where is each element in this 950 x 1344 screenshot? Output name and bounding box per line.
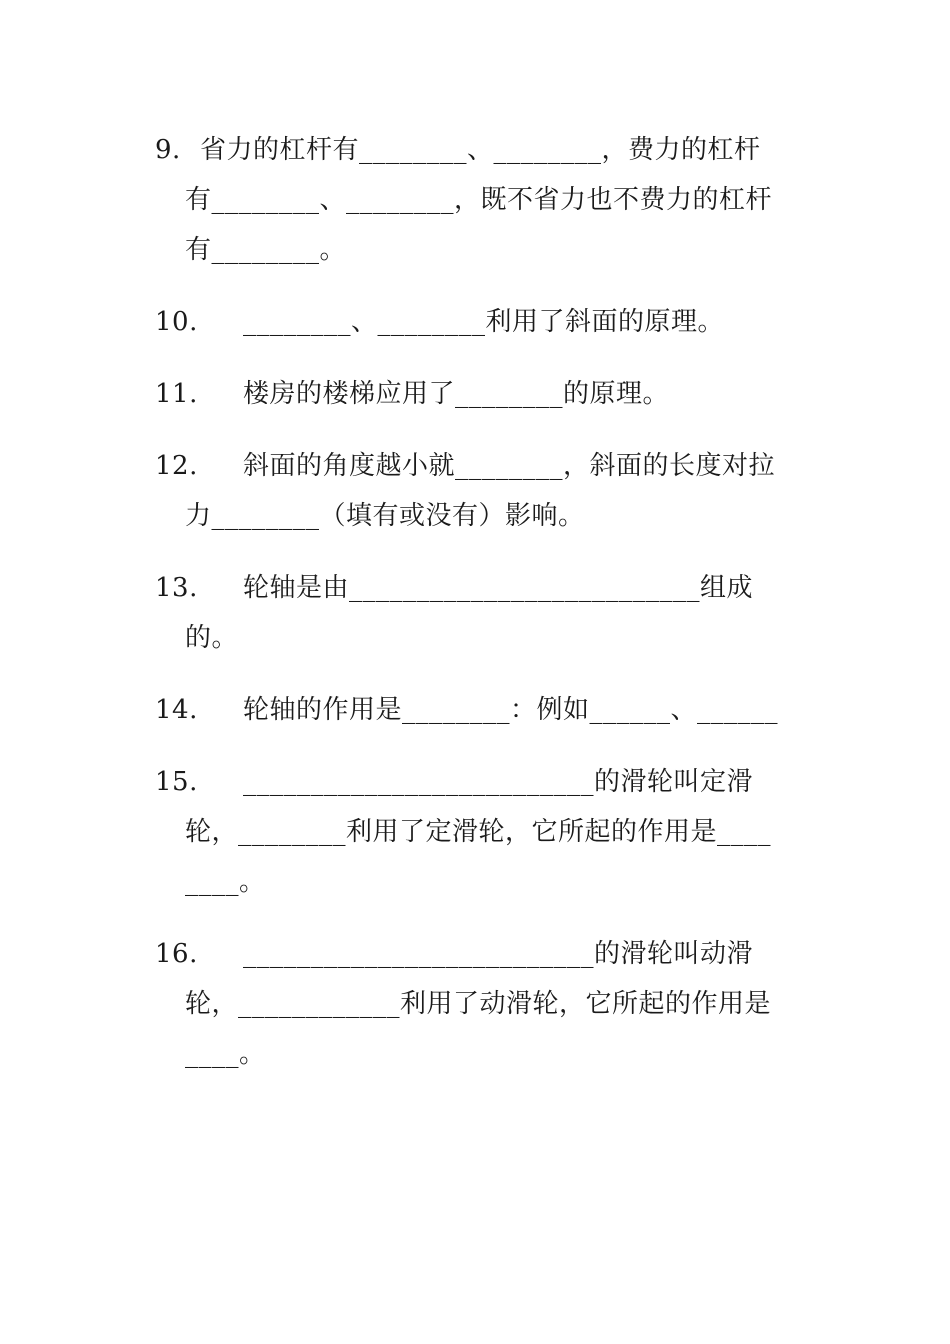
- question-number: 15.: [155, 767, 198, 797]
- question-text: __________________________的滑轮叫动滑: [243, 939, 754, 969]
- question-text: ____。: [185, 867, 266, 897]
- question-text: 省力的杠杆有________、________，费力的杠杆: [200, 135, 761, 165]
- question-text: ________、________利用了斜面的原理。: [243, 307, 725, 337]
- question-text: ____。: [185, 1039, 266, 1069]
- question-number: 14.: [155, 695, 198, 725]
- question-text: 轮轴是由__________________________组成: [243, 573, 754, 603]
- question-text: 有________。: [185, 235, 347, 265]
- question-text: 斜面的角度越小就________，斜面的长度对拉: [243, 451, 776, 481]
- question-number: 13.: [155, 573, 198, 603]
- question-text: 力________（填有或没有）影响。: [185, 501, 585, 531]
- question-number: 12.: [155, 451, 198, 481]
- question-text: 轮轴的作用是________：例如______、______: [243, 695, 779, 725]
- question-text: 楼房的楼梯应用了________的原理。: [243, 379, 670, 409]
- question-text: 的。: [185, 623, 239, 653]
- question-text: 有________、________，既不省力也不费力的杠杆: [185, 185, 773, 215]
- question-text: 轮，____________利用了动滑轮，它所起的作用是: [185, 989, 772, 1019]
- question-text: __________________________的滑轮叫定滑: [243, 767, 754, 797]
- question-number: 16.: [155, 939, 198, 969]
- question-number: 9.: [155, 135, 181, 165]
- question-number: 10.: [155, 307, 198, 337]
- question-number: 11.: [155, 379, 198, 409]
- question-text: 轮，________利用了定滑轮，它所起的作用是____: [185, 817, 772, 847]
